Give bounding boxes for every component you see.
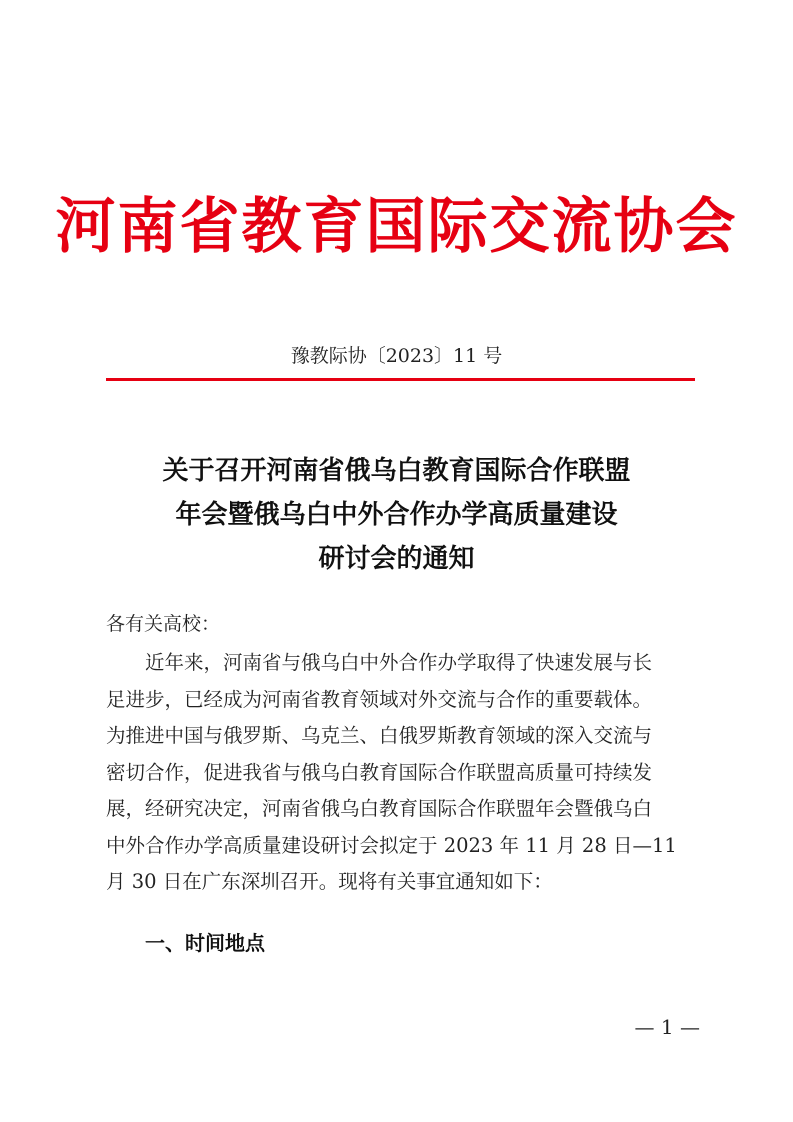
body-line: 展，经研究决定，河南省俄乌白教育国际合作联盟年会暨俄乌白	[106, 797, 653, 820]
notice-title-line: 研讨会的通知	[318, 544, 475, 574]
red-divider-line	[106, 378, 695, 381]
body-line: 月 30 日在广东深圳召开。现将有关事宜通知如下：	[106, 870, 553, 893]
body-line: 近年来，河南省与俄乌白中外合作办学取得了快速发展与长	[145, 651, 653, 674]
document-number: 豫教际协〔2023〕11 号	[290, 345, 503, 367]
notice-title-line: 关于召开河南省俄乌白教育国际合作联盟	[162, 456, 631, 486]
page-number: — 1 —	[634, 1015, 700, 1039]
body-paragraph	[106, 645, 706, 901]
salutation: 各有关高校：	[106, 613, 221, 635]
organization-title: 河南省教育国际交流协会	[55, 192, 738, 262]
body-line: 中外合作办学高质量建设研讨会拟定于 2023 年 11 月 28 日—11	[106, 833, 677, 857]
section-heading: 一、时间地点	[145, 931, 265, 955]
body-line: 足进步，已经成为河南省教育领域对外交流与合作的重要载体。	[106, 687, 653, 711]
notice-title	[0, 449, 793, 581]
notice-title-line: 年会暨俄乌白中外合作办学高质量建设	[175, 500, 618, 530]
body-line: 密切合作，促进我省与俄乌白教育国际合作联盟高质量可持续发	[106, 760, 653, 784]
body-line: 为推进中国与俄罗斯、乌克兰、白俄罗斯教育领域的深入交流与	[106, 724, 653, 747]
